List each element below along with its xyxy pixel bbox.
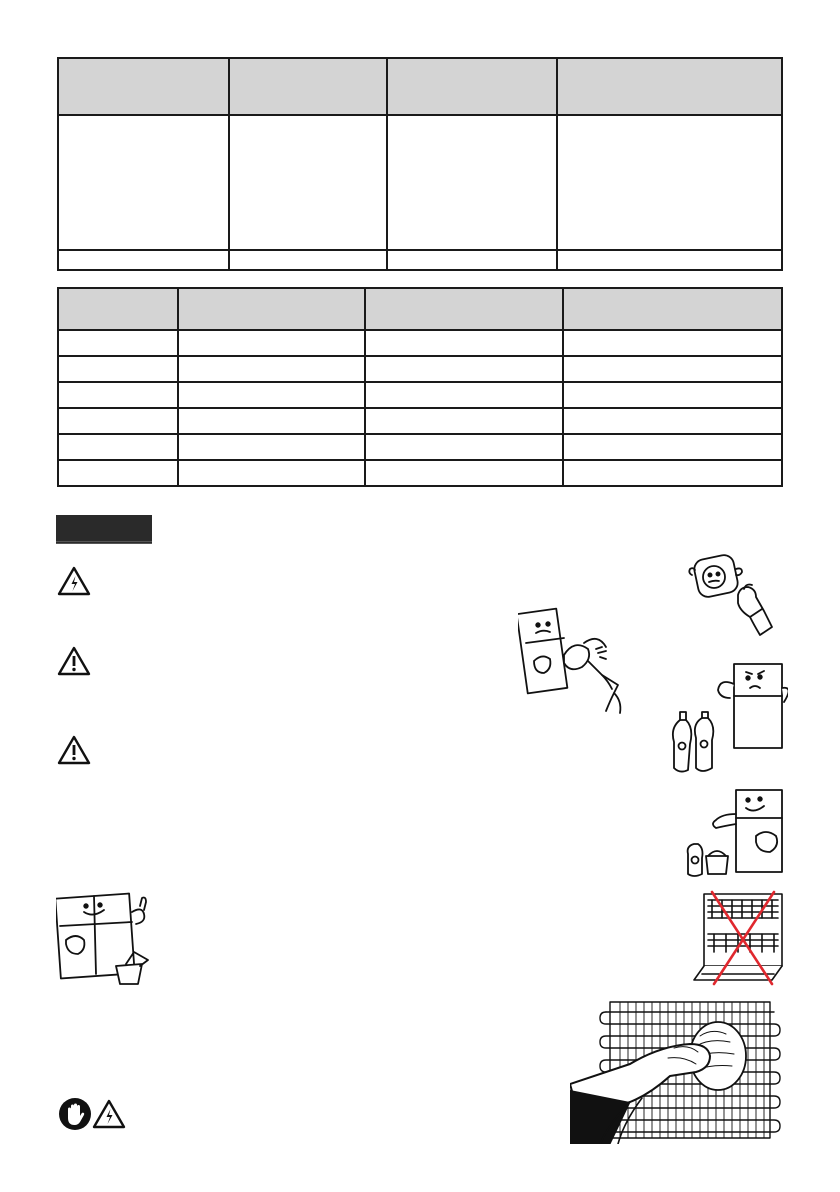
table-row: [58, 356, 782, 382]
spec-table-bottom: [57, 287, 783, 487]
table-cell: [58, 460, 178, 486]
table-cell: [365, 330, 563, 356]
header-cell: [178, 288, 365, 330]
header-cell: [387, 58, 557, 115]
caution-icon: [57, 734, 91, 766]
table-header-row: [58, 288, 782, 330]
table-cell: [178, 356, 365, 382]
caution-icon: [57, 645, 91, 677]
fridge-chemicals-illustration: [668, 662, 788, 785]
table-cell: [563, 460, 782, 486]
fridge-drill-illustration: [518, 603, 640, 720]
fridge-thumbs-up-illustration: [56, 888, 158, 993]
table-row: [58, 330, 782, 356]
table-cell: [229, 250, 387, 270]
header-cell: [563, 288, 782, 330]
table-cell: [387, 250, 557, 270]
table-cell: [229, 115, 387, 250]
table-cell: [563, 382, 782, 408]
table-cell: [178, 434, 365, 460]
table-header-row: [58, 58, 782, 115]
spec-table-top: [57, 57, 783, 271]
header-cell: [557, 58, 782, 115]
table-cell: [557, 115, 782, 250]
table-row: [58, 382, 782, 408]
table-cell: [58, 434, 178, 460]
table-cell: [563, 434, 782, 460]
table-cell: [557, 250, 782, 270]
table-cell: [58, 356, 178, 382]
no-dishwasher-illustration: [692, 888, 788, 993]
table-cell: [387, 115, 557, 250]
table-cell: [365, 408, 563, 434]
table-cell: [178, 330, 365, 356]
table-cell: [563, 408, 782, 434]
table-cell: [365, 356, 563, 382]
electric-warning-icon: [57, 565, 91, 597]
header-cell: [365, 288, 563, 330]
table-row: [58, 434, 782, 460]
table-cell: [563, 356, 782, 382]
header-cell: [229, 58, 387, 115]
table-row: [58, 460, 782, 486]
fridge-cleaning-illustration: [682, 784, 786, 885]
table-cell: [58, 408, 178, 434]
section-header-tab: [56, 515, 152, 544]
table-cell: [58, 330, 178, 356]
table-cell: [365, 382, 563, 408]
table-cell: [178, 408, 365, 434]
table-cell: [178, 460, 365, 486]
table-cell: [58, 250, 229, 270]
table-cell: [58, 382, 178, 408]
table-row: [58, 115, 782, 250]
header-cell: [58, 288, 178, 330]
table-cell: [563, 330, 782, 356]
condenser-cleaning-illustration: [570, 998, 784, 1149]
table-row: [58, 250, 782, 270]
stop-hand-icon: [58, 1097, 92, 1131]
table-cell: [365, 434, 563, 460]
table-cell: [58, 115, 229, 250]
table-cell: [365, 460, 563, 486]
electric-warning-icon: [92, 1098, 126, 1130]
header-cell: [58, 58, 229, 115]
unplug-socket-illustration: [682, 553, 782, 648]
table-cell: [178, 382, 365, 408]
table-row: [58, 408, 782, 434]
